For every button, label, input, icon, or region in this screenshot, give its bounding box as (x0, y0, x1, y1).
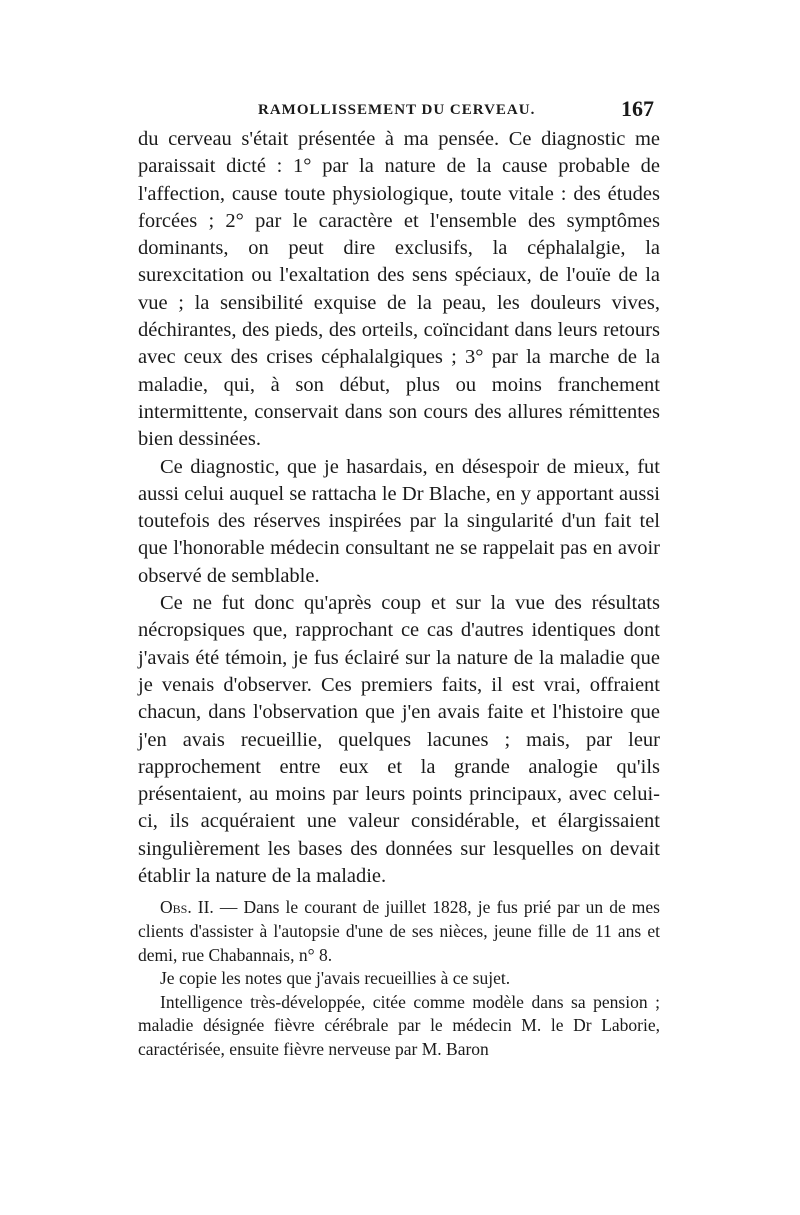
running-title: RAMOLLISSEMENT DU CERVEAU. (258, 102, 536, 118)
observation-label: Obs. II. (160, 897, 214, 918)
observation-text: — Dans le courant de juillet 1828, je fus prié par un de mes clients d'assister à l'autopsie d'une de ses nièces, jeune fille de 11 ans et demi, rue Chabannais, n° 8. (138, 897, 660, 965)
observation-intro (138, 896, 660, 967)
paragraph-3: Ce ne fut donc qu'après coup et sur la vue des résultats nécropsiques que, rapprochant ce cas d'autres identiques dont j'avais été témoin, je fus éclairé sur la nature de la maladie que je venais d'observer. Ces premiers faits, il est vrai, offraient chacun, dans l'observation que j'en avais faite et l'histoire que j'en avais recueillie, quelques lacunes ; mais, par leur rapprochement entre eux et la grande analogie qu'ils présentaient, au moins par leurs points principaux, avec celui-ci, ils acquéraient une valeur considérable, et élargissaient singulièrement les bases des données sur lesquelles on devait établir la nature de la maladie. (138, 592, 660, 888)
paragraph-2: Ce diagnostic, que je hasardais, en désespoir de mieux, fut aussi celui auquel se rattacha le Dr Blache, en y apportant aussi toutefois des réserves inspirées par la singularité d'un fait tel que l'honorable médecin consultant ne se rappelait pas en avoir observé de semblable. (138, 455, 660, 587)
page-content (138, 96, 660, 1061)
running-head (138, 96, 660, 126)
observation-section (138, 896, 660, 1061)
observation-notes-line: Je copie les notes que j'avais recueillies à ce sujet. (160, 968, 511, 989)
paragraph-1: du cerveau s'était présentée à ma pensée. Ce diagnostic me paraissait dicté : 1° par la nature de la cause probable de l'affection, cause toute physiologique, toute vitale : des études forcées ; 2° par le caractère et l'ensemble des symptômes dominants, on peut dire exclusifs, la céphalalgie, la surexcitation ou l'exaltation des sens spéciaux, de l'ouïe de la vue ; la sensibilité exquise de la peau, les douleurs vives, déchirantes, des pieds, des orteils, coïncidant dans leurs retours avec ceux des crises céphalalgiques ; 3° par la marche de la maladie, qui, à son début, plus ou moins franchement intermittente, conservait dans son cours des allures rémittentes bien dessinées. (138, 128, 660, 451)
page-number: 167 (621, 96, 654, 121)
main-text (138, 126, 660, 890)
observation-history: Intelligence très-développée, citée comme modèle dans sa pension ; maladie désignée fièvre cérébrale par le médecin M. le Dr Laborie, caractérisée, ensuite fièvre nerveuse par M. Baron (138, 991, 660, 1059)
